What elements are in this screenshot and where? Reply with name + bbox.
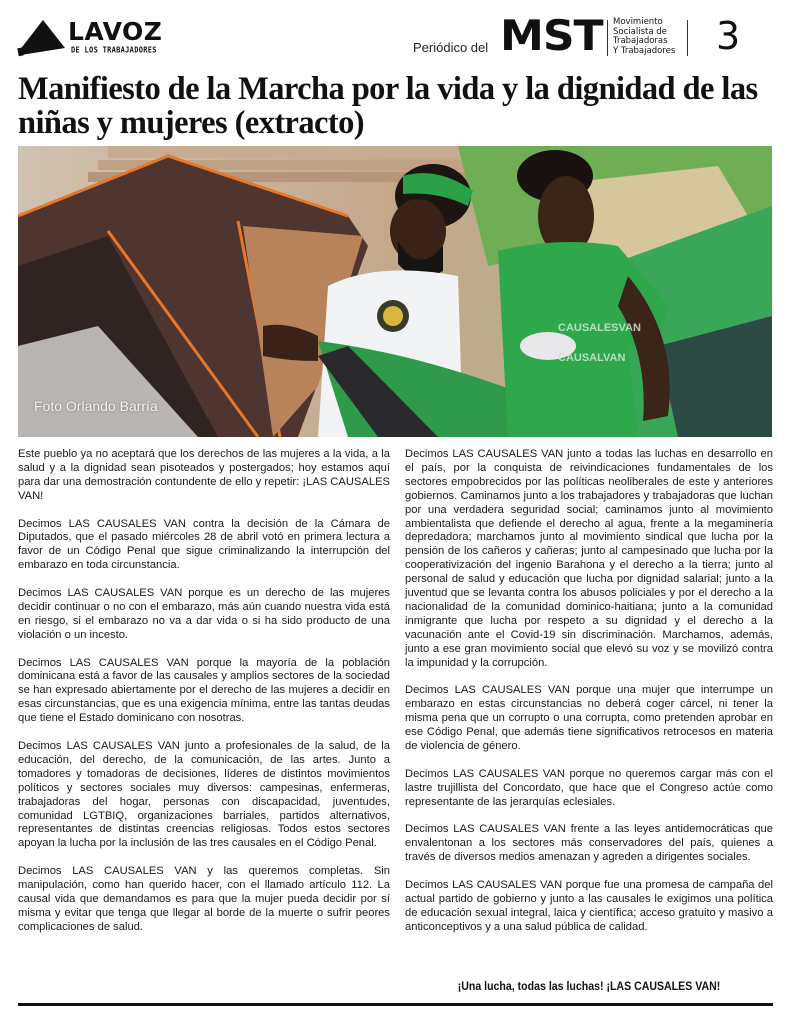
paragraph: Decimos LAS CAUSALES VAN junto a profesionales de la salud, de la educación, del derecho, de la comunicación, de las artes. Junto a tomadores y tomadoras de decisiones, líderes de distintos movimientos políticos y sectores sociales muy diversos: campesinas, enfermeras, trabajadoras del hogar, personas con discapacidad, juventudes, comunidad LGTBIQ, organizaciones barriales, partidos alternativos, representantes de distintas creencias religiosas. Todos estos sectores apoyan la lucha por la inclusión de las tres causales en el Código Penal. <box>18 739 390 850</box>
article-headline: Manifiesto de la Marcha por la vida y la dignidad de las niñas y mujeres (extracto) <box>18 71 758 141</box>
paragraph: Decimos LAS CAUSALES VAN porque fue una promesa de campaña del actual partido de gobierno y junto a las causales le exigimos una política de educación sexual integral, laica y científica; acceso gratuito y masivo a anticonceptivos y a una salud pública de calidad. <box>405 879 773 933</box>
svg-text:CAUSALVAN: CAUSALVAN <box>558 352 626 364</box>
paragraph: Decimos LAS CAUSALES VAN porque no queremos cargar más con el lastre trujillista del Concordato, que hace que el Congreso actúe como representante de las jerarquías eclesiales. <box>405 767 773 808</box>
la-voz-logo <box>17 18 167 58</box>
paragraph: Decimos LAS CAUSALES VAN frente a las leyes antidemocráticas que envalentonan a los sectores más conservadores del país, quienes a través de diversos medios amenazan y agreden a dirigentes sociales. <box>405 823 773 864</box>
logo-title: LAVOZ <box>68 17 163 46</box>
periodico-label: Periódico del <box>413 40 489 55</box>
divider <box>687 20 688 56</box>
org-name <box>613 18 675 56</box>
org-name-line: Trabajadoras <box>613 36 668 46</box>
paragraph: Decimos LAS CAUSALES VAN porque una mujer que interrumpe un embarazo en estas circunstancias no deberá coger cárcel, ni tener la misma pena que un corrupto o una corrupta, como pretenden aprobar en ese Código Penal, que además tiene significativos retrocesos en materia de violencia de género. <box>405 684 773 753</box>
footer-rule <box>18 1003 773 1006</box>
right-column <box>405 448 773 949</box>
photo-illustration <box>18 146 772 437</box>
org-name-line: Y Trabajadores <box>613 45 676 56</box>
paragraph: Decimos LAS CAUSALES VAN porque es un derecho de las mujeres decidir continuar o no con el embarazo, más aún cuando nuestra vida está en riesgo, si el embarazo no va a dar vida o si ha sido producto de una violación o un incesto. <box>18 587 390 641</box>
org-name-line: Socialista de <box>613 26 667 37</box>
masthead <box>0 0 791 68</box>
photo-credit: Foto Orlando Barría <box>34 398 158 414</box>
article-photo <box>18 146 772 437</box>
paragraph: Este pueblo ya no aceptará que los derechos de las mujeres a la vida, a la salud y a la dignidad sean pisoteados y postergados; hoy estamos aquí para dar una demostración contundente de ello y repetir: ¡LAS CAUSALES VAN! <box>18 448 390 502</box>
paragraph: Decimos LAS CAUSALES VAN junto a todas las luchas en desarrollo en el país, por la conquista de reivindicaciones fundamentales de los sectores empobrecidos por las políticas neoliberales de este y anteriores gobiernos. Caminamos junto a los trabajadores y trabajadoras que luchan por una verdadera seguridad social; caminamos junto al movimiento ambientalista que defiende el derecho al agua, frente a la megaminería depredadora; marchamos junto al movimiento sindical que lucha por la pensión de los cañeros y cañeras; junto al campesinado que lucha por la cooperativización del ingenio Barahona y el derecho a la tierra; junto al personal de salud y educación que lucha por dignidad salarial; junto a la juventud que se levanta contra los abusos policiales y por el derecho a la nacionalidad de la comunidad dominico-haitiana; junto a la comunidad inmigrante que lucha por respeto a su dignidad y el derecho a la vacunación ante el Covid-19 sin discriminación. Marchamos, además, junto a ese gran movimiento social que elevó su voz y se movilizó contra la impunidad y la corrupción. <box>405 448 773 669</box>
paragraph: Decimos LAS CAUSALES VAN porque la mayoría de la población dominicana está a favor de las causales y amplios sectores de la sociedad se han expresado abiertamente por el derecho de las mujeres a decidir en esas circunstancias, que es una exigencia mínima, entre las tantas deudas que tiene el Estado dominicano con nosotras. <box>18 656 390 725</box>
logo-subtitle: DE LOS TRABAJADORES <box>71 45 157 55</box>
page-number: 3 <box>716 14 741 58</box>
divider <box>607 20 608 56</box>
paragraph: Decimos LAS CAUSALES VAN y las queremos completas. Sin manipulación, como han querido hacer, con el llamado artículo 112. La causal vida que demandamos es para que la mujer pueda decidir por sí misma y evitar que tenga que llegar al borde de la muerte o sufrir peores complicaciones de salud. <box>18 865 390 933</box>
svg-text:CAUSALESVAN: CAUSALESVAN <box>558 322 641 334</box>
paragraph: Decimos LAS CAUSALES VAN contra la decisión de la Cámara de Diputados, que el pasado miércoles 28 de abril votó en primera lectura a favor de un Código Penal que sigue criminalizando la interrupción del embarazo en toda circunstancia. <box>18 517 390 572</box>
closing-slogan: ¡Una lucha, todas las luchas! ¡LAS CAUSALES VAN! <box>457 981 721 993</box>
left-column <box>18 448 390 949</box>
org-name-line: Movimiento <box>613 17 663 27</box>
mst-logo: MST <box>500 11 603 60</box>
megaphone-icon <box>17 18 69 58</box>
